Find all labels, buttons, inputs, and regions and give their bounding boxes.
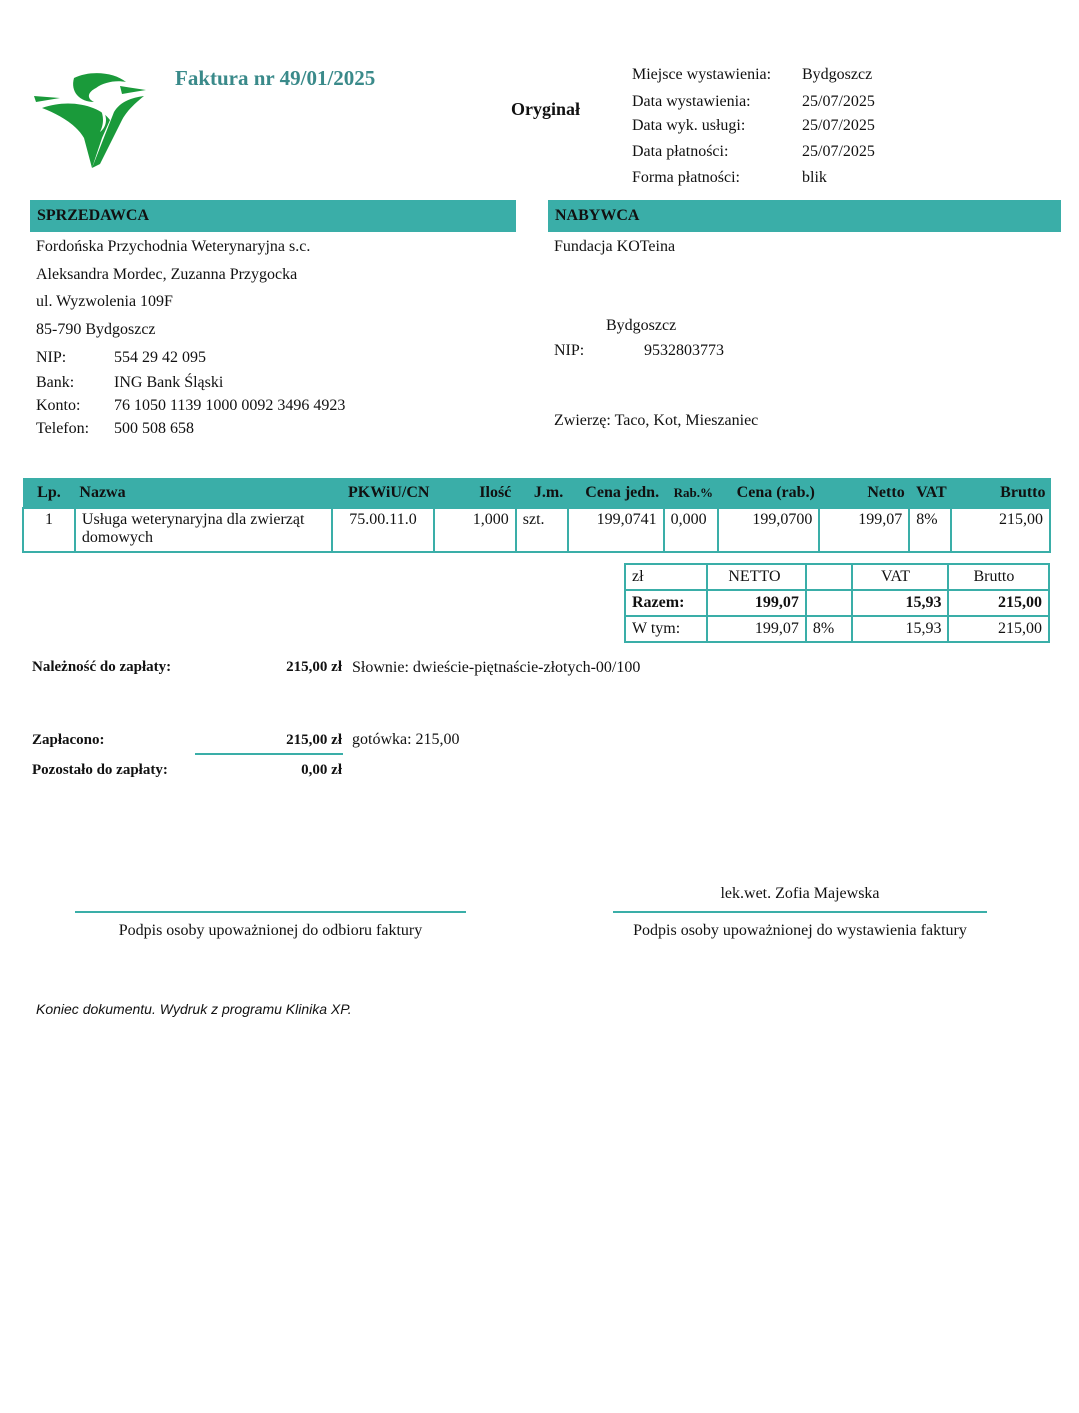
seller-phone: 500 508 658 <box>114 420 194 437</box>
summary-rate-head <box>806 564 852 590</box>
item-unit: szt. <box>516 508 568 552</box>
summary-breakdown-label: W tym: <box>625 616 707 642</box>
col-unit: J.m. <box>516 479 568 509</box>
summary-net-head: NETTO <box>707 564 805 590</box>
paid-amount: 215,00 zł <box>286 732 342 748</box>
item-gross: 215,00 <box>951 508 1050 552</box>
document-footer: Koniec dokumentu. Wydruk z programu Klinika XP. <box>36 1001 352 1017</box>
summary-total-label: Razem: <box>625 590 707 616</box>
summary-breakdown-net: 199,07 <box>707 616 805 642</box>
seller-account-label: Konto: <box>36 397 81 414</box>
meta-place-label: Miejsce wystawienia: <box>632 66 772 83</box>
meta-payment-date-value: 25/07/2025 <box>802 143 875 160</box>
summary-total-vat: 15,93 <box>852 590 948 616</box>
amount-due-label: Należność do zapłaty: <box>32 659 172 675</box>
seller-name: Fordońska Przychodnia Weterynaryjna s.c. <box>36 238 311 255</box>
paid-label: Zapłacono: <box>32 732 105 748</box>
buyer-name: Fundacja KOTeina <box>554 238 676 255</box>
amount-in-words: Słownie: dwieście-piętnaście-złotych-00/100 <box>352 659 641 676</box>
summary-total-row <box>625 590 1049 616</box>
issuer-signature-caption: Podpis osoby upoważnionej do wystawienia faktury <box>633 922 967 939</box>
item-qty: 1,000 <box>434 508 516 552</box>
buyer-animal: Zwierzę: Taco, Kot, Mieszaniec <box>554 412 759 429</box>
summary-header-row <box>625 564 1049 590</box>
invoice-title: Faktura nr 49/01/2025 <box>175 66 376 90</box>
item-net: 199,07 <box>819 508 909 552</box>
buyer-heading-bar <box>548 200 1061 232</box>
summary-vat-head: VAT <box>852 564 948 590</box>
meta-issue-date-value: 25/07/2025 <box>802 93 875 110</box>
item-vat: 8% <box>909 508 951 552</box>
col-name: Nazwa <box>75 479 332 509</box>
item-pkwiu: 75.00.11.0 <box>332 508 434 552</box>
table-row <box>23 508 1050 552</box>
buyer-heading: NABYWCA <box>555 207 640 224</box>
col-qty: Ilość <box>434 479 516 509</box>
summary-total-gross: 215,00 <box>948 590 1049 616</box>
item-discount: 0,000 <box>664 508 718 552</box>
seller-city: 85-790 Bydgoszcz <box>36 321 156 338</box>
col-price: Cena jedn. <box>568 479 664 509</box>
seller-nip-label: NIP: <box>36 349 67 366</box>
meta-place-value: Bydgoszcz <box>802 66 873 83</box>
seller-phone-label: Telefon: <box>36 420 90 437</box>
buyer-city: Bydgoszcz <box>606 317 677 334</box>
seller-heading-bar <box>30 200 516 232</box>
amount-due: 215,00 zł <box>286 659 342 675</box>
receiver-signature-line <box>75 911 466 913</box>
col-pkwiu: PKWiU/CN <box>332 479 434 509</box>
items-header-row <box>23 479 1050 509</box>
summary-currency: zł <box>625 564 707 590</box>
issuer-name: lek.wet. Zofia Majewska <box>720 885 880 902</box>
seller-bank: ING Bank Śląski <box>114 374 224 391</box>
remaining-amount: 0,00 zł <box>301 762 342 778</box>
item-price: 199,0741 <box>568 508 664 552</box>
col-vat: VAT <box>909 479 951 509</box>
item-lp: 1 <box>23 508 75 552</box>
buyer-nip-label: NIP: <box>554 342 585 359</box>
paid-method: gotówka: 215,00 <box>352 731 460 748</box>
item-price-disc: 199,0700 <box>718 508 820 552</box>
summary-breakdown-rate: 8% <box>806 616 852 642</box>
seller-account: 76 1050 1139 1000 0092 3496 4923 <box>114 397 346 414</box>
seller-nip: 554 29 42 095 <box>114 349 206 366</box>
meta-payment-date-label: Data płatności: <box>632 143 729 160</box>
summary-breakdown-gross: 215,00 <box>948 616 1049 642</box>
clinic-logo <box>30 68 150 180</box>
col-discount: Rab.% <box>664 479 718 509</box>
item-name: Usługa weterynaryjna dla zwierząt domowych <box>75 508 332 552</box>
remaining-label: Pozostało do zapłaty: <box>32 762 168 778</box>
col-gross: Brutto <box>951 479 1050 509</box>
seller-heading: SPRZEDAWCA <box>37 207 150 224</box>
vat-summary-table <box>624 563 1050 643</box>
items-table <box>22 478 1051 553</box>
meta-service-date-label: Data wyk. usługi: <box>632 117 746 134</box>
col-price-disc: Cena (rab.) <box>718 479 820 509</box>
meta-service-date-value: 25/07/2025 <box>802 117 875 134</box>
meta-payment-method-value: blik <box>802 169 827 186</box>
col-lp: Lp. <box>23 479 75 509</box>
seller-bank-label: Bank: <box>36 374 75 391</box>
copy-label: Oryginał <box>511 99 581 119</box>
seller-street: ul. Wyzwolenia 109F <box>36 293 173 310</box>
paid-underline <box>195 753 343 755</box>
col-net: Netto <box>819 479 909 509</box>
receiver-signature-caption: Podpis osoby upoważnionej do odbioru faktury <box>118 922 423 939</box>
summary-gross-head: Brutto <box>948 564 1049 590</box>
summary-total-rate <box>806 590 852 616</box>
summary-breakdown-row <box>625 616 1049 642</box>
summary-total-net: 199,07 <box>707 590 805 616</box>
summary-breakdown-vat: 15,93 <box>852 616 948 642</box>
seller-owners: Aleksandra Mordec, Zuzanna Przygocka <box>36 266 298 283</box>
buyer-nip: 9532803773 <box>644 342 724 359</box>
meta-issue-date-label: Data wystawienia: <box>632 93 751 110</box>
issuer-signature-line <box>613 911 987 913</box>
meta-payment-method-label: Forma płatności: <box>632 169 740 186</box>
